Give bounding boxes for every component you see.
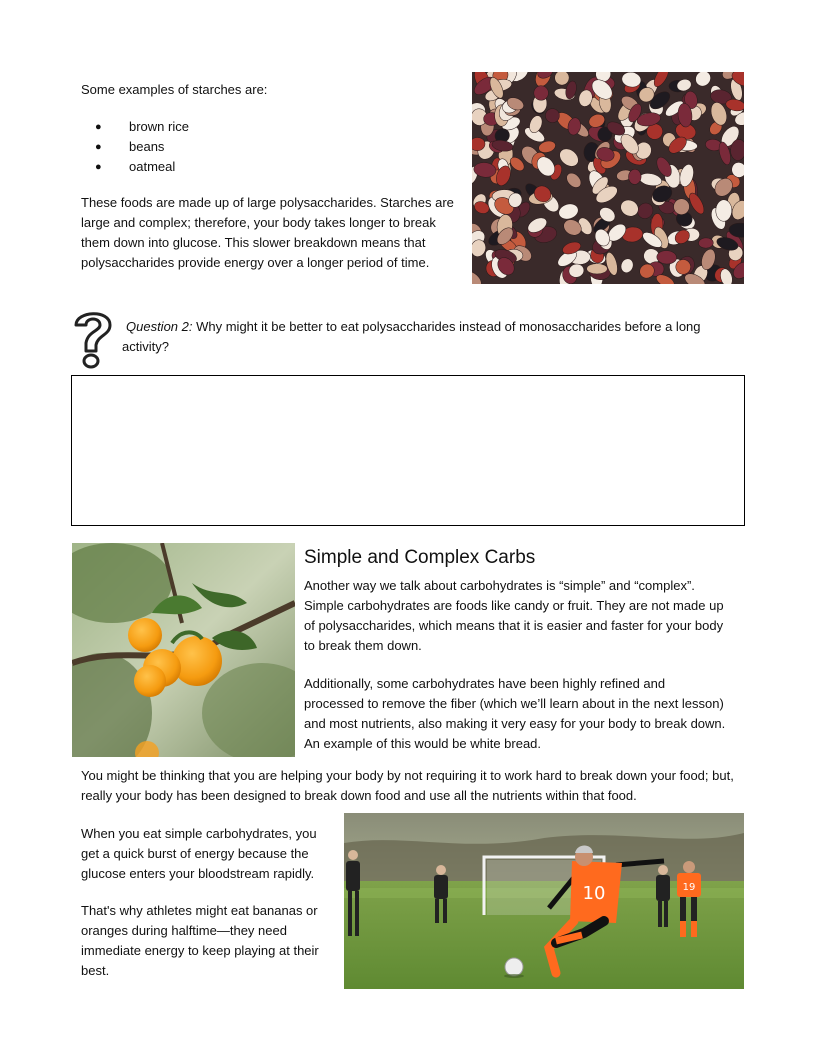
- question-mark-icon: [70, 305, 116, 371]
- beans-photo: [472, 72, 744, 284]
- soccer-image: [344, 813, 744, 989]
- other-player-number: 19: [682, 882, 696, 893]
- oranges-image: [72, 543, 295, 757]
- player-number: 10: [582, 883, 606, 904]
- list-item: ● oatmeal: [95, 159, 176, 174]
- starch-examples-list: [81, 117, 441, 177]
- list-item: ● beans: [95, 139, 165, 154]
- question-label: Question 2:: [126, 319, 193, 334]
- bean: [716, 200, 732, 222]
- starches-intro: Some examples of starches are:: [81, 82, 268, 97]
- beans-image: [472, 72, 744, 284]
- simple-complex-paragraph-3: You might be thinking that you are helping your body by not requiring it to work hard to break down your food; but, really your body has been designed to break down food and use all the nutrients within that food.: [81, 768, 734, 803]
- energy-paragraph-2: That's why athletes might eat bananas or oranges during halftime—they need immediate energy to keep playing at their best.: [81, 903, 319, 978]
- oranges-photo: [72, 543, 295, 757]
- simple-complex-paragraph-1: Another way we talk about carbohydrates is “simple” and “complex”. Simple carbohydrates are foods like candy or fruit. They are not made up of polysaccharides, which means that it is easier and faster for your body to break them down.: [304, 578, 724, 653]
- starches-paragraph: These foods are made up of large polysaccharides. Starches are large and complex; therefore, your body takes longer to break them down into glucose. This slower breakdown means that polysaccharides provide energy over a longer period of time.: [81, 195, 454, 270]
- section-heading: Simple and Complex Carbs: [304, 547, 536, 568]
- answer-box[interactable]: [71, 375, 745, 526]
- energy-paragraph-1: When you eat simple carbohydrates, you get a quick burst of energy because the glucose enters your bloodstream rapidly.: [81, 826, 317, 881]
- soccer-photo: [344, 813, 744, 989]
- question-text: Question 2: Why might it be better to eat polysaccharides instead of monosaccharides before a long activity?: [122, 319, 701, 354]
- simple-complex-paragraph-2: Additionally, some carbohydrates have been highly refined and processed to remove the fiber (which we’ll learn about in the next lesson) and most nutrients, also making it very easy for your body to break down. An example of this would be white bread.: [304, 676, 726, 751]
- list-item: ● brown rice: [95, 119, 189, 134]
- bean: [587, 264, 608, 274]
